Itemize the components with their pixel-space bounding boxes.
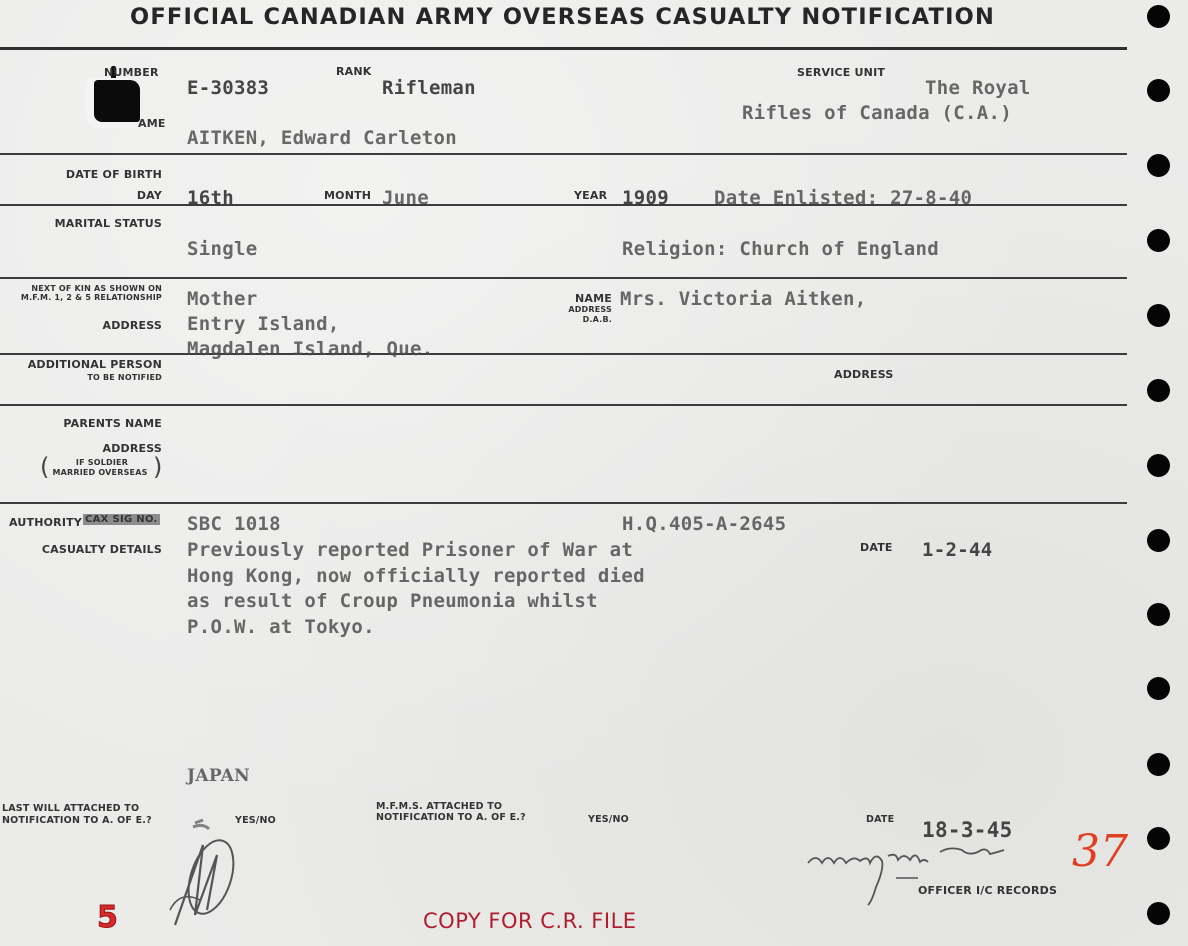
binder-hole-icon <box>1147 603 1170 626</box>
binder-hole-icon <box>1147 529 1170 552</box>
paren-right: ) <box>153 453 163 481</box>
day-label: DAY <box>136 189 162 202</box>
next-of-kin-label-line1: NEXT OF KIN AS SHOWN ON <box>31 284 162 293</box>
casualty-details-line2: Hong Kong, now officially reported died <box>187 565 645 587</box>
divider <box>0 502 1127 504</box>
religion: Religion: Church of England <box>622 238 939 260</box>
nok-name: Mrs. Victoria Aitken, <box>620 288 867 310</box>
binder-hole-icon <box>1147 229 1170 252</box>
service-unit-line1: The Royal <box>925 77 1031 99</box>
service-unit-line2: Rifles of Canada (C.A.) <box>742 102 1012 124</box>
binder-hole-icon <box>1147 827 1170 850</box>
year-label: YEAR <box>574 189 608 202</box>
divider <box>0 277 1127 279</box>
nok-dab-label: D.A.B. <box>582 315 612 324</box>
divider <box>0 153 1127 155</box>
binder-hole-icon <box>1147 454 1170 477</box>
casualty-date-label: DATE <box>860 541 893 554</box>
number-label: NUMBER <box>104 66 159 79</box>
date-of-birth-label: DATE OF BIRTH <box>65 168 162 181</box>
marital-status-label: MARITAL STATUS <box>54 217 162 230</box>
authority-label: AUTHORITY <box>9 516 82 529</box>
birth-day: 16th <box>187 187 234 209</box>
paren-left: ( <box>40 453 50 481</box>
red-annotation: 37 <box>1072 826 1128 877</box>
nok-address-label: ADDRESS <box>102 319 162 332</box>
name-label: AME <box>138 117 166 130</box>
casualty-details-line1: Previously reported Prisoner of War at <box>187 539 634 561</box>
binder-hole-icon <box>1147 154 1170 177</box>
if-soldier-line1: IF SOLDIER <box>75 458 129 467</box>
authority-struck-text: CAX SIG NO. <box>85 514 158 525</box>
mfms-label-line2: NOTIFICATION TO A. OF E.? <box>376 812 526 823</box>
binder-hole-icon <box>1147 5 1170 28</box>
binder-hole-icon <box>1147 677 1170 700</box>
binder-hole-icon <box>1147 902 1170 925</box>
nok-address-small-label: ADDRESS <box>568 305 612 314</box>
authority-reference: SBC 1018 <box>187 513 281 535</box>
nok-relationship: Mother <box>187 288 258 310</box>
birth-month: June <box>382 187 429 209</box>
mfms-yes-no: YES/NO <box>588 814 629 825</box>
service-unit-label: SERVICE UNIT <box>797 66 886 79</box>
next-of-kin-label-line2: M.F.M. 1, 2 & 5 RELATIONSHIP <box>20 293 162 302</box>
rank-value: Rifleman <box>382 77 476 99</box>
document-title: OFFICIAL CANADIAN ARMY OVERSEAS CASUALTY NOTIFICATION <box>130 4 995 30</box>
binder-hole-icon <box>1147 379 1170 402</box>
month-label: MONTH <box>324 189 372 202</box>
birth-year: 1909 <box>622 187 669 209</box>
nok-address-line2: Magdalen Island, Que. <box>187 338 434 360</box>
officer-records-label: OFFICER I/C RECORDS <box>918 884 1058 897</box>
nok-name-label: NAME <box>575 292 612 305</box>
nok-address-line1: Entry Island, <box>187 313 340 335</box>
officer-signature-icon <box>800 838 1090 908</box>
casualty-date: 1-2-44 <box>922 539 993 561</box>
location-stamp: JAPAN <box>187 766 251 786</box>
last-will-label-line1: LAST WILL ATTACHED TO <box>2 803 140 814</box>
initials-signature-icon <box>155 815 255 935</box>
last-will-label-line2: NOTIFICATION TO A. OF E.? <box>2 815 152 826</box>
service-number: E-30383 <box>187 77 270 99</box>
marital-status: Single <box>187 238 258 260</box>
binder-hole-icon <box>1147 79 1170 102</box>
parents-name-label: PARENTS NAME <box>63 417 162 430</box>
next-of-kin-label <box>0 284 162 302</box>
last-will-yes-no: YES/NO <box>235 815 276 826</box>
date-enlisted: Date Enlisted: 27-8-40 <box>714 187 973 209</box>
redaction-mark <box>94 80 140 122</box>
binder-hole-icon <box>1147 304 1170 327</box>
casualty-details-line4: P.O.W. at Tokyo. <box>187 616 375 638</box>
footer-date-label: DATE <box>866 814 895 825</box>
casualty-details-label: CASUALTY DETAILS <box>41 543 162 556</box>
casualty-details-line3: as result of Croup Pneumonia whilst <box>187 590 598 612</box>
copy-number: 5 <box>97 900 118 935</box>
copy-for-cr-file: COPY FOR C.R. FILE <box>423 909 637 933</box>
additional-person-sublabel: TO BE NOTIFIED <box>87 373 162 382</box>
divider <box>0 353 1127 355</box>
parents-address-label: ADDRESS <box>102 442 162 455</box>
rank-label: RANK <box>336 65 372 78</box>
soldier-name: AITKEN, Edward Carleton <box>187 127 457 149</box>
hq-reference: H.Q.405-A-2645 <box>622 513 787 535</box>
footer-date: 18-3-45 <box>922 818 1013 842</box>
if-soldier-married-note <box>40 453 164 484</box>
additional-person-label: ADDITIONAL PERSON <box>27 358 162 371</box>
divider <box>0 404 1127 406</box>
if-soldier-line2: MARRIED OVERSEAS <box>52 468 148 477</box>
binder-hole-icon <box>1147 753 1170 776</box>
divider <box>0 47 1127 50</box>
mfms-label-line1: M.F.M.S. ATTACHED TO <box>376 801 503 812</box>
additional-address-label: ADDRESS <box>834 368 894 381</box>
